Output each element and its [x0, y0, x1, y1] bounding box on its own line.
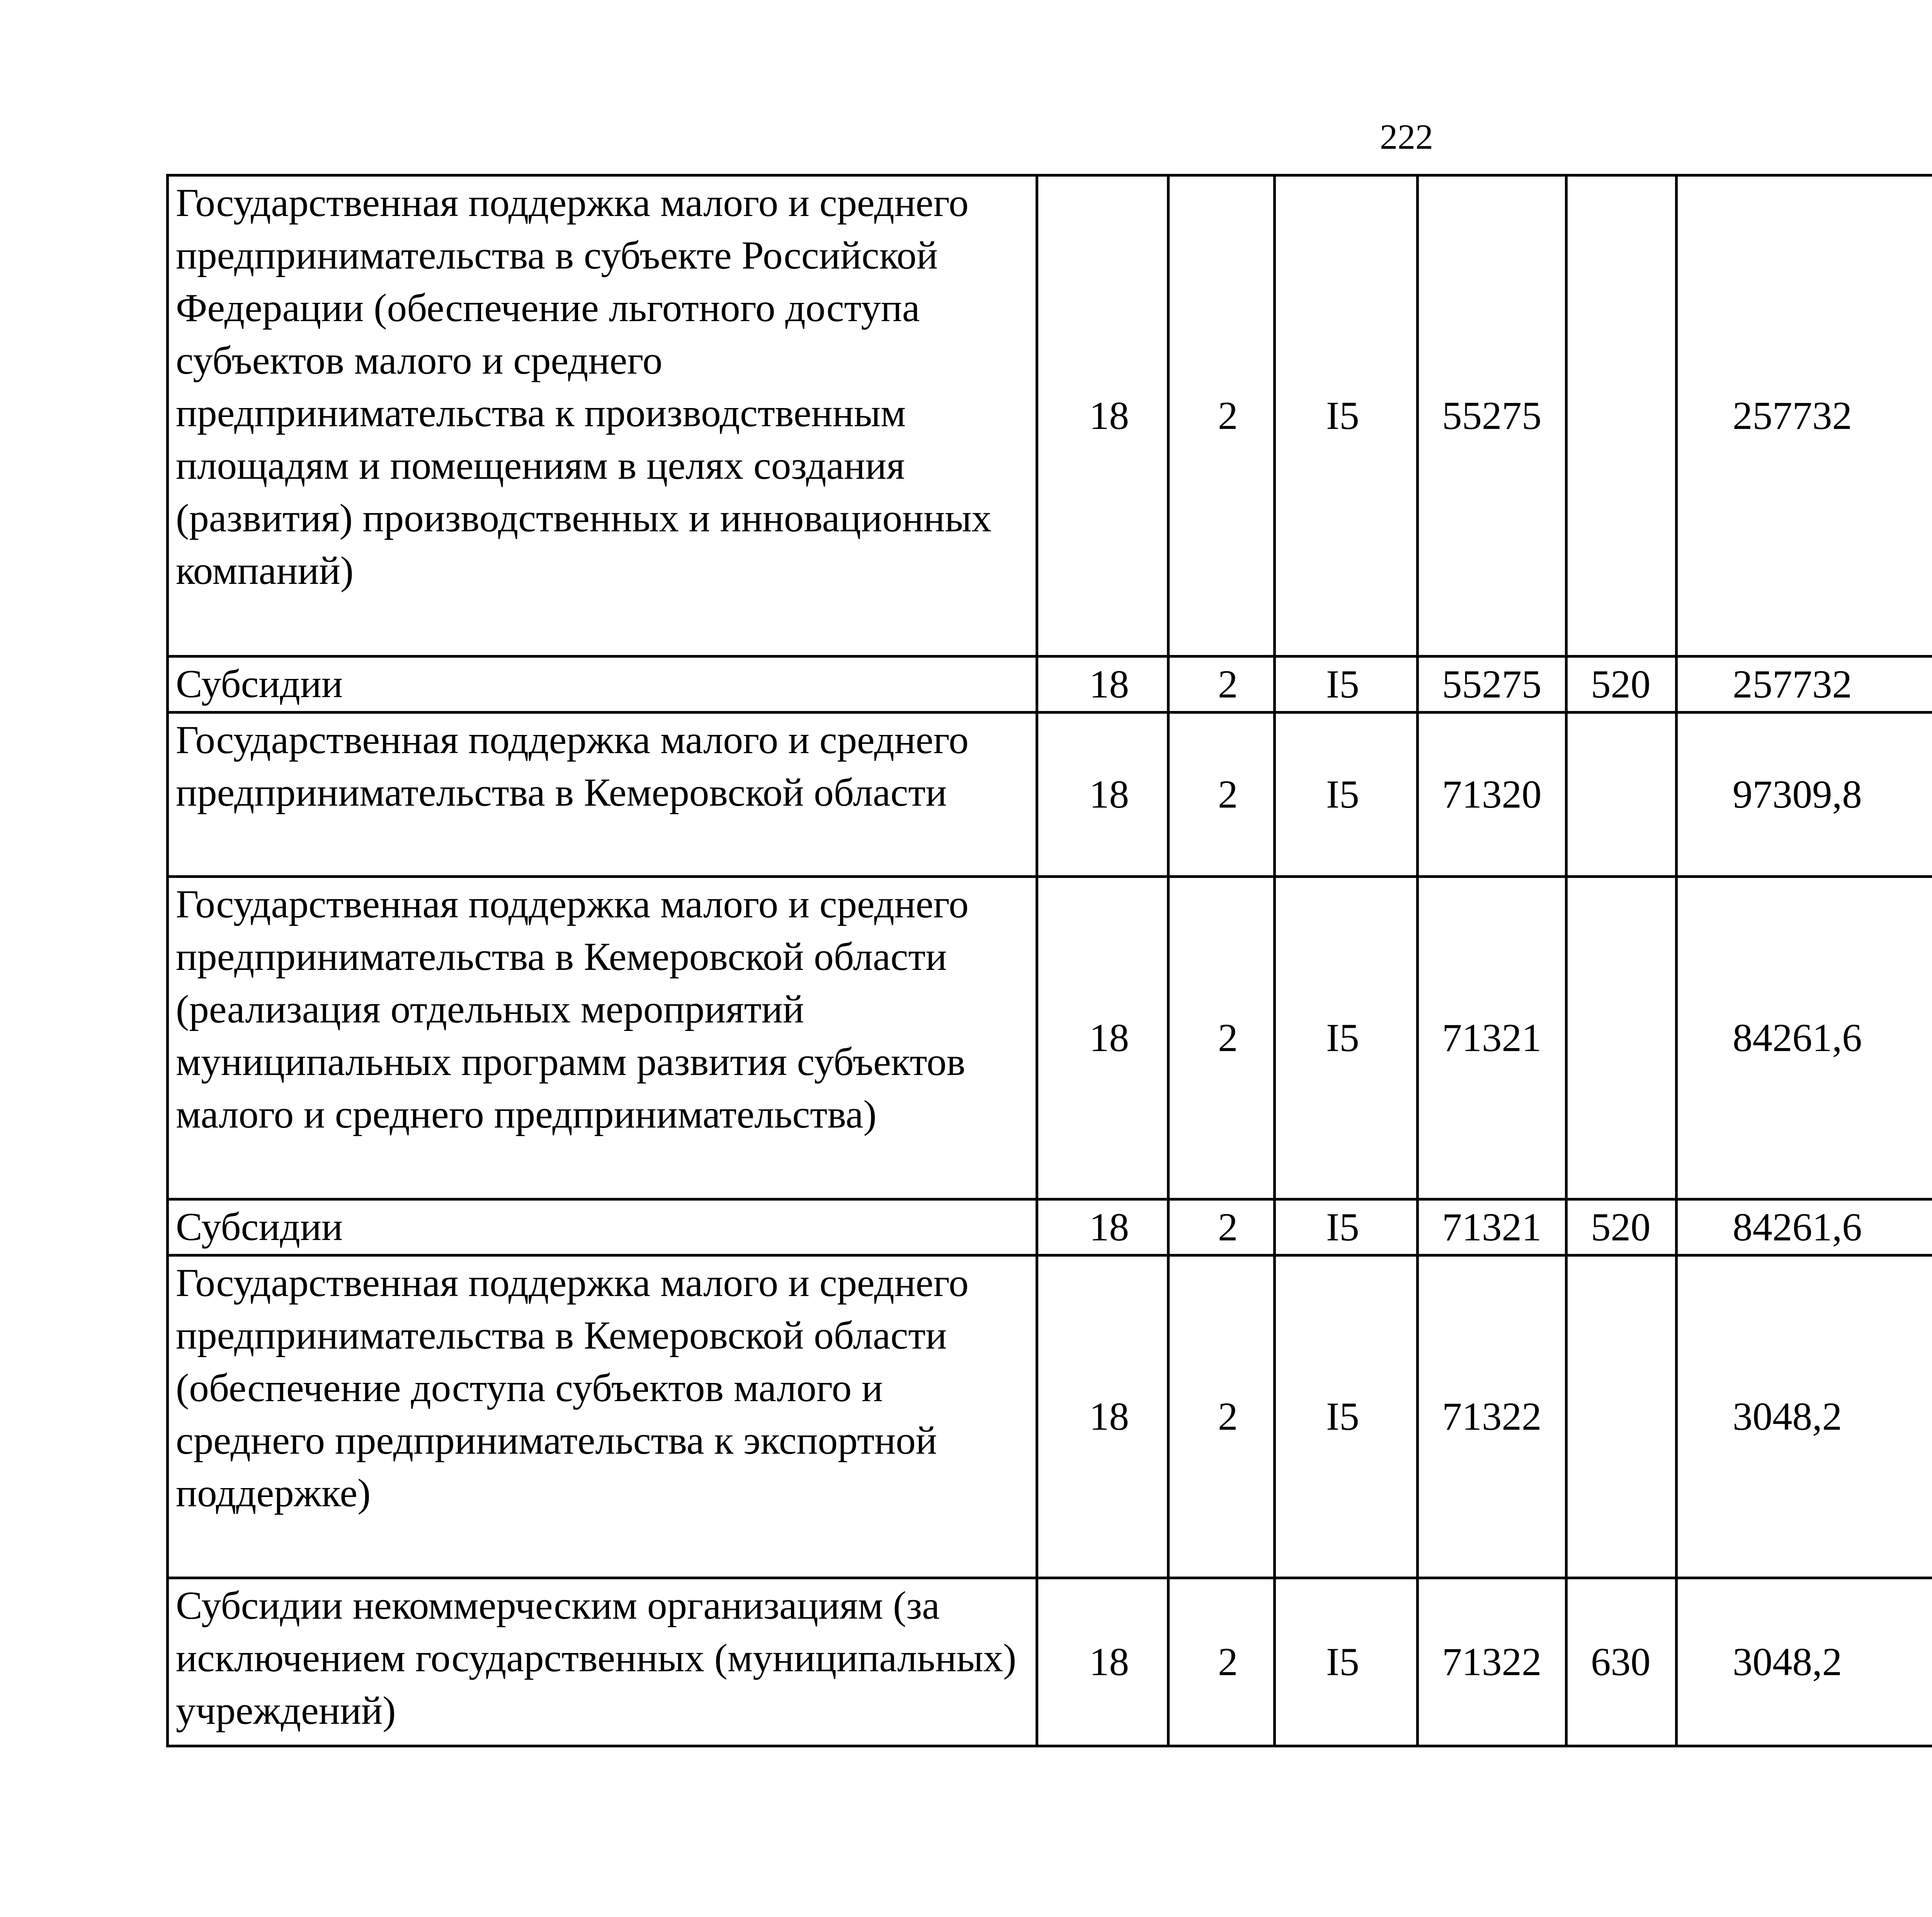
target-code-cell: I5 — [1275, 1255, 1418, 1578]
table-row — [168, 1199, 1932, 1255]
direction-cell: 55275 — [1418, 175, 1566, 657]
csr-cell: 18 — [1037, 1578, 1168, 1746]
year1-amount-cell: 3048,2 — [1677, 1578, 1932, 1746]
target-code-cell: I5 — [1275, 175, 1418, 657]
direction-cell: 71321 — [1418, 877, 1566, 1199]
table-row — [168, 877, 1932, 1199]
table-row — [168, 713, 1932, 877]
target-code-cell: I5 — [1275, 1199, 1418, 1255]
expense-type-cell — [1566, 175, 1677, 657]
expense-type-cell: 520 — [1566, 1199, 1677, 1255]
budget-table — [166, 174, 1932, 1747]
year1-amount-cell: 257732 — [1677, 657, 1932, 713]
year1-amount-cell: 97309,8 — [1677, 713, 1932, 877]
table-row — [168, 1578, 1932, 1746]
direction-cell: 55275 — [1418, 657, 1566, 713]
year1-amount-cell: 3048,2 — [1677, 1255, 1932, 1578]
direction-cell: 71321 — [1418, 1199, 1566, 1255]
row-name-cell: Субсидии — [168, 657, 1037, 713]
row-name-cell: Государственная поддержка малого и среднего предпринимательства в Кемеровской области (реализация отдельных мероприятий муниципальных программ развития субъектов малого и среднего предпринимательства) — [168, 877, 1037, 1199]
direction-cell: 71322 — [1418, 1578, 1566, 1746]
expense-type-cell: 630 — [1566, 1578, 1677, 1746]
year1-amount-cell: 257732 — [1677, 175, 1932, 657]
table-row — [168, 657, 1932, 713]
row-name-cell: Государственная поддержка малого и среднего предпринимательства в Кемеровской области (обеспечение доступа субъектов малого и среднего предпринимательства к экспортной поддержке) — [168, 1255, 1037, 1578]
subprogram-cell: 2 — [1168, 657, 1275, 713]
subprogram-cell: 2 — [1168, 175, 1275, 657]
csr-cell: 18 — [1037, 657, 1168, 713]
target-code-cell: I5 — [1275, 1578, 1418, 1746]
subprogram-cell: 2 — [1168, 877, 1275, 1199]
subprogram-cell: 2 — [1168, 713, 1275, 877]
row-name-cell: Субсидии — [168, 1199, 1037, 1255]
expense-type-cell: 520 — [1566, 657, 1677, 713]
subprogram-cell: 2 — [1168, 1199, 1275, 1255]
row-name-cell: Государственная поддержка малого и среднего предпринимательства в Кемеровской области — [168, 713, 1037, 877]
subprogram-cell: 2 — [1168, 1578, 1275, 1746]
csr-cell: 18 — [1037, 1199, 1168, 1255]
csr-cell: 18 — [1037, 713, 1168, 877]
direction-cell: 71320 — [1418, 713, 1566, 877]
csr-cell: 18 — [1037, 1255, 1168, 1578]
subprogram-cell: 2 — [1168, 1255, 1275, 1578]
table-row — [168, 175, 1932, 657]
csr-cell: 18 — [1037, 877, 1168, 1199]
expense-type-cell — [1566, 877, 1677, 1199]
page-number: 222 — [1380, 117, 1433, 156]
table-row — [168, 1255, 1932, 1578]
row-name-cell: Государственная поддержка малого и среднего предпринимательства в субъекте Российской Федерации (обеспечение льготного доступа субъектов малого и среднего предпринимательства к производственным площадям и помещениям в целях создания (развития) производственных и инновационных компаний) — [168, 175, 1037, 657]
expense-type-cell — [1566, 1255, 1677, 1578]
year1-amount-cell: 84261,6 — [1677, 1199, 1932, 1255]
expense-type-cell — [1566, 713, 1677, 877]
target-code-cell: I5 — [1275, 657, 1418, 713]
year1-amount-cell: 84261,6 — [1677, 877, 1932, 1199]
target-code-cell: I5 — [1275, 713, 1418, 877]
row-name-cell: Субсидии некоммерческим организациям (за исключением государственных (муниципальных) учреждений) — [168, 1578, 1037, 1746]
csr-cell: 18 — [1037, 175, 1168, 657]
direction-cell: 71322 — [1418, 1255, 1566, 1578]
target-code-cell: I5 — [1275, 877, 1418, 1199]
